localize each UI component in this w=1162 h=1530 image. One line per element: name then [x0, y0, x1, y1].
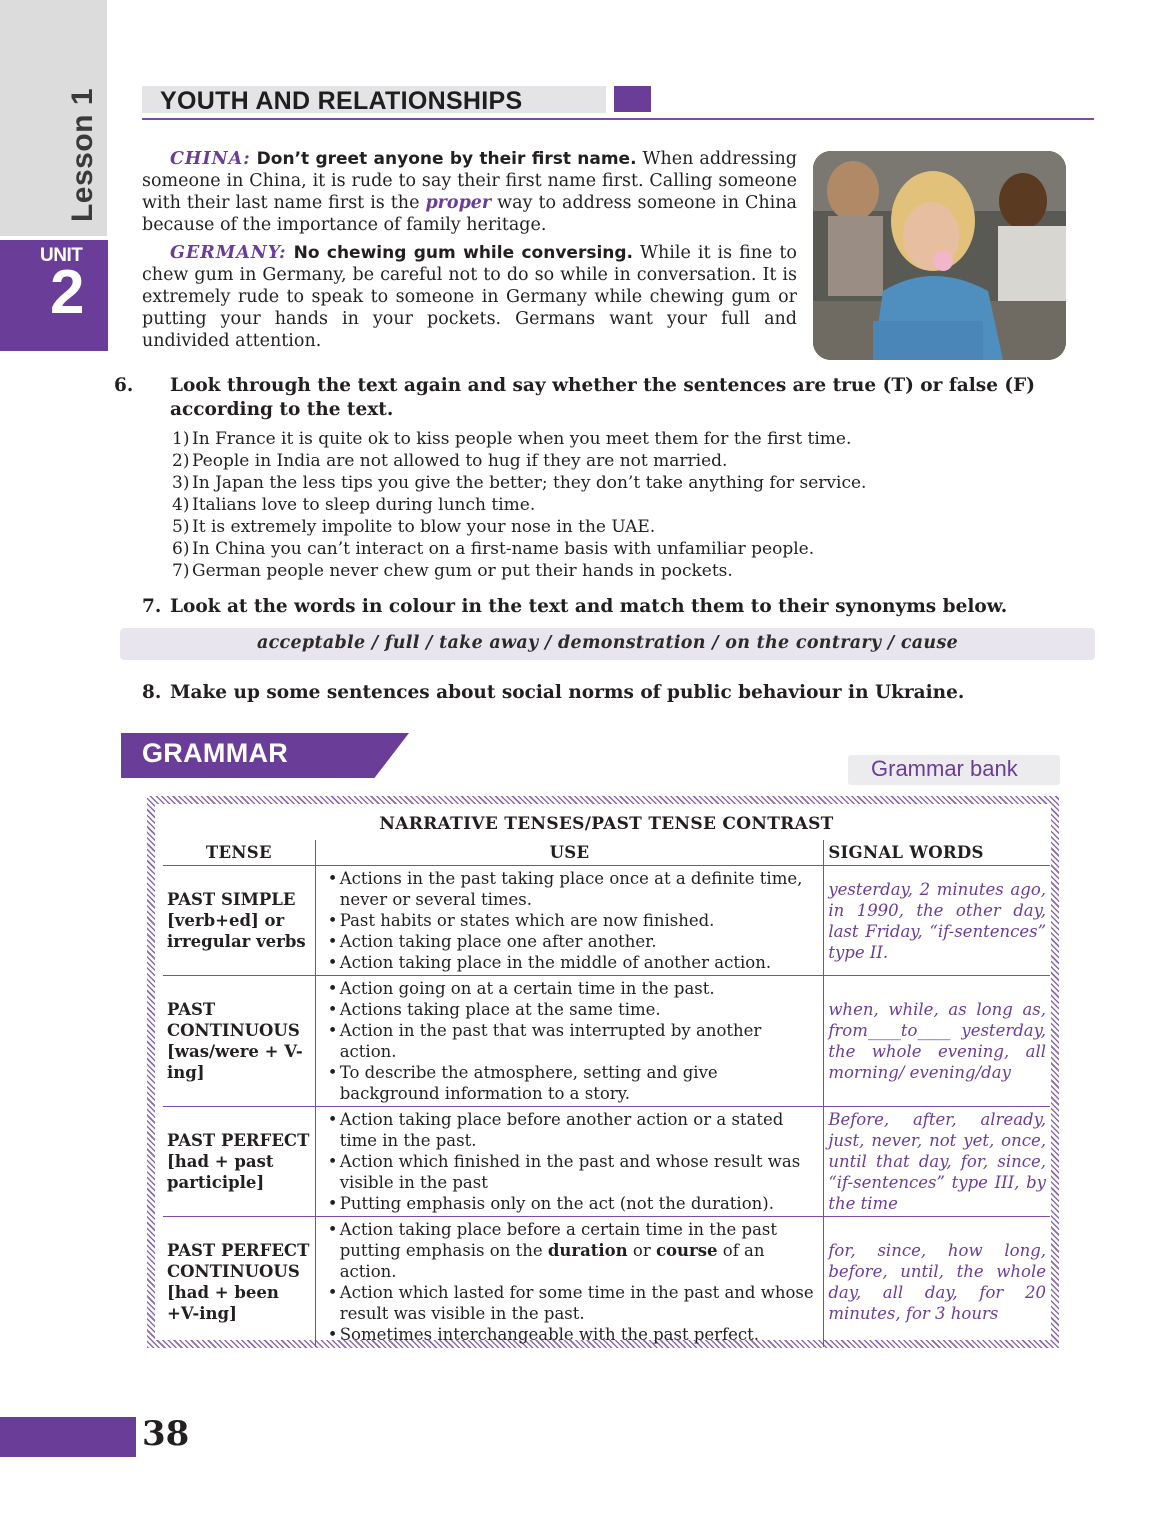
list-item [172, 450, 1072, 472]
list-item [172, 560, 1072, 582]
tense-cell: PAST CONTINUOUS [was/were + V-ing] [163, 976, 315, 1107]
statement-number: 3) [172, 473, 190, 493]
task-6-text: Look through the text again and say whether the sentences are true (T) or false (F) according to the text. [170, 375, 1036, 420]
header-use: USE [315, 840, 824, 866]
germany-rule: No chewing gum while conversing. [293, 243, 634, 263]
use-cell [315, 1107, 824, 1217]
use-item: • Actions taking place at the same time. [320, 999, 820, 1020]
use-item: • Action which lasted for some time in the past and whose result was visible in the past. [320, 1282, 820, 1324]
use-cell [315, 1217, 824, 1348]
grammar-table-frame [147, 796, 1059, 1348]
header-signal-words: SIGNAL WORDS [824, 840, 1050, 866]
statement-text: In China you can’t interact on a first-name basis with unfamiliar people. [192, 539, 815, 559]
task-8-number: 8. [142, 682, 162, 703]
statement-number: 2) [172, 451, 190, 471]
statement-list [172, 428, 1072, 582]
unit-word: UNIT [40, 245, 83, 266]
grammar-bank-text: Grammar bank [871, 756, 1018, 781]
task-6-instruction [114, 374, 1110, 422]
list-item [172, 472, 1072, 494]
use-item: • Sometimes interchangeable with the past perfect. [320, 1324, 820, 1345]
table-title: NARRATIVE TENSES/PAST TENSE CONTRAST [379, 814, 834, 834]
germany-paragraph [142, 242, 797, 352]
use-emphasis-duration: duration [547, 1241, 628, 1260]
table-row [163, 976, 1050, 1107]
photo-illustration [813, 151, 1066, 360]
task-6-number: 6. [114, 375, 134, 396]
use-item: • Putting emphasis only on the act (not the duration). [320, 1193, 820, 1214]
use-cell [315, 976, 824, 1107]
use-item: • Action taking place before another action or a stated time in the past. [320, 1109, 820, 1151]
statement-text: Italians love to sleep during lunch time. [192, 495, 536, 515]
use-item [320, 1219, 820, 1282]
statement-text: People in India are not allowed to hug if they are not married. [192, 451, 728, 471]
grammar-title: GRAMMAR [142, 738, 289, 768]
germany-text: While it is fine to chew gum in Germany, be careful not to do so while in conversation. It is extremely rude to speak to someone in Germany while chewing gum or putting your hands in your pockets. Germans want your full and undivided attention. [142, 243, 797, 351]
list-item [172, 516, 1072, 538]
list-item [172, 494, 1072, 516]
grammar-bank-label [848, 755, 1060, 785]
list-item [172, 428, 1072, 450]
section-title: YOUTH AND RELATIONSHIPS [160, 87, 523, 115]
statement-number: 6) [172, 539, 190, 559]
use-text: Action taking place before a certain time in the past putting emphasis on the [339, 1220, 778, 1260]
country-china: CHINA: [170, 149, 251, 169]
statement-text: German people never chew gum or put their hands in pockets. [192, 561, 733, 581]
statement-number: 7) [172, 561, 190, 581]
task-8-instruction [142, 681, 1082, 705]
table-header-row [163, 840, 1050, 866]
use-item: • To describe the atmosphere, setting and give background information to a story. [320, 1062, 820, 1104]
page-number: 38 [142, 1414, 190, 1454]
china-rule: Don’t greet anyone by their first name. [256, 149, 637, 169]
header-tense: TENSE [163, 840, 315, 866]
task-7-number: 7. [142, 596, 162, 617]
photo-girl-chewing-gum [813, 151, 1066, 360]
country-germany: GERMANY: [170, 243, 287, 263]
section-accent-square [614, 86, 651, 112]
use-cell [315, 866, 824, 976]
tense-cell: PAST PERFECT CONTINUOUS [had + been +V-ing] [163, 1217, 315, 1348]
statement-number: 5) [172, 517, 190, 537]
tense-cell: PAST SIMPLE [verb+ed] or irregular verbs [163, 866, 315, 976]
table-row [163, 1107, 1050, 1217]
lesson-label [55, 82, 111, 228]
synonym-words: acceptable / full / take away / demonstration / on the contrary / cause [256, 633, 959, 653]
use-text: of an action. [339, 1241, 765, 1281]
unit-number: 2 [50, 258, 85, 327]
signal-words-cell: when, while, as long as, from____to____ yesterday, the whole evening, all morning/ evening/day [824, 976, 1050, 1107]
signal-words-cell: for, since, how long, before, until, the whole day, all day, for 20 minutes, for 3 hours [828, 1241, 1046, 1323]
signal-words-cell: Before, after, already, just, never, not yet, once, until that day, for, since, “if-sentences” type III, by the time [824, 1107, 1050, 1217]
table-row [163, 866, 1050, 976]
tense-cell: PAST PERFECT [had + past participle] [163, 1107, 315, 1217]
use-text: or [627, 1241, 656, 1260]
task-8-text: Make up some sentences about social norms of public behaviour in Ukraine. [170, 682, 965, 703]
highlight-word-proper: proper [425, 193, 492, 213]
task-7-text: Look at the words in colour in the text and match them to their synonyms below. [170, 596, 1008, 617]
statement-text: In France it is quite ok to kiss people when you meet them for the first time. [192, 429, 852, 449]
use-item: • Actions in the past taking place once at a definite time, never or several times. [320, 868, 820, 910]
use-item: • Action taking place in the middle of another action. [320, 952, 820, 973]
list-item [172, 538, 1072, 560]
china-paragraph [142, 148, 797, 236]
statement-number: 1) [172, 429, 190, 449]
statement-text: In Japan the less tips you give the better; they don’t take anything for service. [192, 473, 867, 493]
statement-number: 4) [172, 495, 190, 515]
use-item: • Action in the past that was interrupted by another action. [320, 1020, 820, 1062]
task-7-instruction [142, 595, 1082, 619]
statement-text: It is extremely impolite to blow your nose in the UAE. [192, 517, 656, 537]
use-item: • Action taking place one after another. [320, 931, 820, 952]
section-header [142, 86, 1094, 120]
table-row [163, 1217, 1050, 1348]
use-item: • Action which finished in the past and whose result was visible in the past [320, 1151, 820, 1193]
grammar-table-inner [155, 804, 1051, 1344]
unit-badge [0, 240, 108, 351]
use-item: • Past habits or states which are now finished. [320, 910, 820, 931]
signal-words-cell: yesterday, 2 minutes ago, in 1990, the other day, last Friday, “if-sentences” type II. [824, 866, 1050, 976]
synonym-band [120, 628, 1095, 660]
page-number-bar [0, 1417, 136, 1457]
grammar-table [163, 814, 1050, 1347]
lesson-label-text: Lesson 1 [66, 87, 99, 223]
china-text-2: way to address someone in China because of the importance of family heritage. [142, 193, 797, 235]
use-emphasis-course: course [655, 1241, 718, 1260]
use-item: • Action going on at a certain time in the past. [320, 978, 820, 999]
china-text-1: When addressing someone in China, it is rude to say their first name first. Calling someone with their last name first is the [142, 149, 797, 213]
